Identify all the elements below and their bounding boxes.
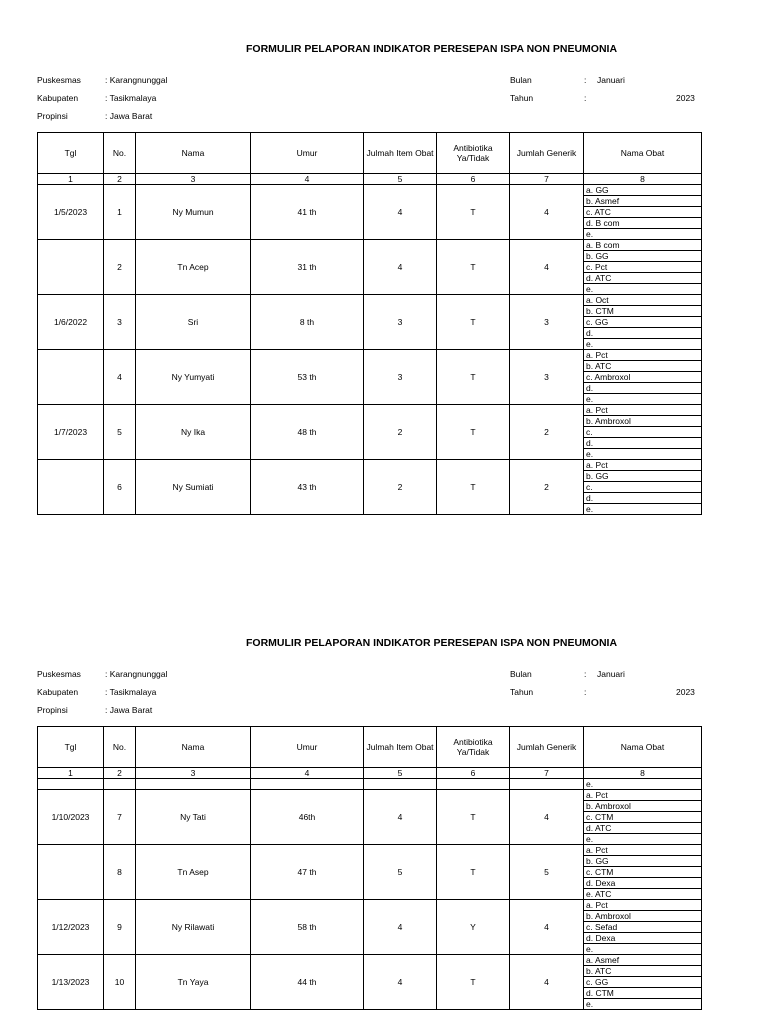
drug-line: a. Pct (584, 790, 702, 801)
column-header: Tgl (38, 727, 104, 768)
drug-line: a. GG (584, 185, 702, 196)
table-row (38, 900, 702, 911)
column-header: Umur (251, 133, 364, 174)
antibiotic-cell: T (437, 460, 510, 515)
item-count-cell: 3 (364, 295, 437, 350)
drug-line: d. CTM (584, 988, 702, 999)
item-count-cell: 4 (364, 240, 437, 295)
drug-line: c. Sefad (584, 922, 702, 933)
drug-line: d. (584, 493, 702, 504)
column-number-row (38, 768, 702, 779)
empty-cell (364, 779, 437, 790)
item-count-cell: 2 (364, 405, 437, 460)
antibiotic-cell: T (437, 240, 510, 295)
tahun-value: 2023 (676, 687, 695, 697)
drug-line: c. CTM (584, 812, 702, 823)
column-number: 5 (364, 768, 437, 779)
bulan-colon: : (584, 75, 587, 85)
empty-cell (510, 779, 584, 790)
table-row (38, 350, 702, 361)
number-cell: 9 (104, 900, 136, 955)
column-number: 6 (437, 174, 510, 185)
column-number: 2 (104, 174, 136, 185)
generic-count-cell: 5 (510, 845, 584, 900)
drug-line: e. (584, 834, 702, 845)
number-cell: 5 (104, 405, 136, 460)
drug-line: c. (584, 427, 702, 438)
form-title: FORMULIR PELAPORAN INDIKATOR PERESEPAN ISPA NON PNEUMONIA (246, 43, 618, 55)
age-cell: 58 th (251, 900, 364, 955)
item-count-cell: 4 (364, 900, 437, 955)
column-header: No. (104, 727, 136, 768)
table-row (38, 845, 702, 856)
column-header: Umur (251, 727, 364, 768)
drug-line: a. Asmef (584, 955, 702, 966)
column-number: 3 (136, 174, 251, 185)
drug-line: b. ATC (584, 361, 702, 372)
column-header: Antibiotika Ya/Tidak (437, 133, 510, 174)
item-count-cell: 3 (364, 350, 437, 405)
drug-line: c. CTM (584, 867, 702, 878)
drug-line: b. Ambroxol (584, 416, 702, 427)
table-row (38, 405, 702, 416)
drug-line: d. (584, 328, 702, 339)
puskesmas-value: : Karangnunggal (105, 75, 168, 85)
antibiotic-cell: T (437, 955, 510, 1010)
drug-line: d. B com (584, 218, 702, 229)
kabupaten-label: Kabupaten (37, 93, 79, 103)
empty-cell (251, 779, 364, 790)
antibiotic-cell: T (437, 790, 510, 845)
generic-count-cell: 2 (510, 405, 584, 460)
name-cell: Ny Tati (136, 790, 251, 845)
empty-cell (38, 779, 104, 790)
empty-cell (136, 779, 251, 790)
item-count-cell: 4 (364, 955, 437, 1010)
puskesmas-label: Puskesmas (37, 669, 81, 679)
column-header: Jumlah Generik (510, 727, 584, 768)
drug-line: c. Ambroxol (584, 372, 702, 383)
report-table (37, 132, 702, 515)
table-row (38, 460, 702, 471)
continuation-row (38, 779, 702, 790)
drug-line: d. (584, 438, 702, 449)
generic-count-cell: 4 (510, 185, 584, 240)
antibiotic-cell: T (437, 845, 510, 900)
propinsi-value: : Jawa Barat (105, 111, 153, 121)
tahun-colon: : (584, 93, 587, 103)
generic-count-cell: 3 (510, 350, 584, 405)
drug-line: c. GG (584, 977, 702, 988)
header-row (38, 133, 702, 174)
column-header: Tgl (38, 133, 104, 174)
column-number: 4 (251, 174, 364, 185)
drug-line: b. CTM (584, 306, 702, 317)
report-page-2 (0, 598, 768, 1024)
antibiotic-cell: T (437, 185, 510, 240)
column-header: No. (104, 133, 136, 174)
generic-count-cell: 4 (510, 790, 584, 845)
column-number: 8 (584, 768, 702, 779)
number-cell: 7 (104, 790, 136, 845)
empty-cell (437, 779, 510, 790)
name-cell: Tn Asep (136, 845, 251, 900)
drug-line: c. Pct (584, 262, 702, 273)
column-header: Julmah Item Obat (364, 727, 437, 768)
tahun-label: Tahun (510, 93, 534, 103)
drug-line: b. Ambroxol (584, 911, 702, 922)
column-number: 1 (38, 174, 104, 185)
antibiotic-cell: Y (437, 900, 510, 955)
drug-line: a. Pct (584, 845, 702, 856)
column-number: 4 (251, 768, 364, 779)
date-cell: 1/12/2023 (38, 900, 104, 955)
number-cell: 10 (104, 955, 136, 1010)
kabupaten-value: : Tasikmalaya (105, 687, 157, 697)
drug-line: d. ATC (584, 273, 702, 284)
name-cell: Ny Rilawati (136, 900, 251, 955)
age-cell: 47 th (251, 845, 364, 900)
name-cell: Tn Yaya (136, 955, 251, 1010)
table-row (38, 240, 702, 251)
drug-line: e. (584, 449, 702, 460)
drug-line: b. ATC (584, 966, 702, 977)
tahun-colon: : (584, 687, 587, 697)
table-row (38, 790, 702, 801)
drug-line: e. (584, 944, 702, 955)
puskesmas-label: Puskesmas (37, 75, 81, 85)
name-cell: Ny Sumiati (136, 460, 251, 515)
column-number: 3 (136, 768, 251, 779)
tahun-value: 2023 (676, 93, 695, 103)
column-header: Antibiotika Ya/Tidak (437, 727, 510, 768)
puskesmas-value: : Karangnunggal (105, 669, 168, 679)
column-number: 6 (437, 768, 510, 779)
drug-line: a. Pct (584, 900, 702, 911)
number-cell: 1 (104, 185, 136, 240)
age-cell: 41 th (251, 185, 364, 240)
bulan-label: Bulan (510, 75, 532, 85)
date-cell: 1/6/2022 (38, 295, 104, 350)
date-cell: 1/10/2023 (38, 790, 104, 845)
generic-count-cell: 4 (510, 900, 584, 955)
drug-line: d. Dexa (584, 878, 702, 889)
date-cell (38, 240, 104, 295)
column-header: Nama (136, 133, 251, 174)
tahun-label: Tahun (510, 687, 534, 697)
antibiotic-cell: T (437, 295, 510, 350)
date-cell: 1/7/2023 (38, 405, 104, 460)
antibiotic-cell: T (437, 405, 510, 460)
drug-line: e. (584, 779, 702, 790)
age-cell: 43 th (251, 460, 364, 515)
name-cell: Ny Ika (136, 405, 251, 460)
name-cell: Ny Mumun (136, 185, 251, 240)
name-cell: Sri (136, 295, 251, 350)
number-cell: 6 (104, 460, 136, 515)
column-number: 1 (38, 768, 104, 779)
drug-line: d. Dexa (584, 933, 702, 944)
propinsi-label: Propinsi (37, 705, 68, 715)
column-number: 2 (104, 768, 136, 779)
bulan-value: Januari (597, 75, 625, 85)
report-table (37, 726, 702, 1010)
table-row (38, 295, 702, 306)
drug-line: e. ATC (584, 889, 702, 900)
propinsi-value: : Jawa Barat (105, 705, 153, 715)
age-cell: 31 th (251, 240, 364, 295)
drug-line: b. GG (584, 471, 702, 482)
name-cell: Ny Yumyati (136, 350, 251, 405)
table-row (38, 185, 702, 196)
drug-line: a. B com (584, 240, 702, 251)
number-cell: 8 (104, 845, 136, 900)
drug-line: e. (584, 504, 702, 515)
column-number: 5 (364, 174, 437, 185)
drug-line: a. Pct (584, 460, 702, 471)
date-cell: 1/5/2023 (38, 185, 104, 240)
drug-line: c. GG (584, 317, 702, 328)
item-count-cell: 2 (364, 460, 437, 515)
date-cell (38, 845, 104, 900)
number-cell: 2 (104, 240, 136, 295)
drug-line: c. (584, 482, 702, 493)
table-row (38, 955, 702, 966)
age-cell: 48 th (251, 405, 364, 460)
generic-count-cell: 4 (510, 240, 584, 295)
drug-line: e. (584, 999, 702, 1010)
antibiotic-cell: T (437, 350, 510, 405)
number-cell: 4 (104, 350, 136, 405)
drug-line: a. Pct (584, 350, 702, 361)
column-number: 7 (510, 174, 584, 185)
number-cell: 3 (104, 295, 136, 350)
drug-line: b. Asmef (584, 196, 702, 207)
generic-count-cell: 3 (510, 295, 584, 350)
age-cell: 53 th (251, 350, 364, 405)
generic-count-cell: 2 (510, 460, 584, 515)
bulan-value: Januari (597, 669, 625, 679)
age-cell: 46th (251, 790, 364, 845)
column-header: Nama Obat (584, 727, 702, 768)
drug-line: e. (584, 229, 702, 240)
drug-line: a. Oct (584, 295, 702, 306)
item-count-cell: 4 (364, 185, 437, 240)
drug-line: e. (584, 339, 702, 350)
drug-line: b. GG (584, 251, 702, 262)
column-number: 8 (584, 174, 702, 185)
column-header: Julmah Item Obat (364, 133, 437, 174)
date-cell (38, 460, 104, 515)
drug-line: b. GG (584, 856, 702, 867)
propinsi-label: Propinsi (37, 111, 68, 121)
drug-line: a. Pct (584, 405, 702, 416)
column-number: 7 (510, 768, 584, 779)
item-count-cell: 4 (364, 790, 437, 845)
drug-line: d. ATC (584, 823, 702, 834)
kabupaten-label: Kabupaten (37, 687, 79, 697)
drug-line: e. (584, 284, 702, 295)
age-cell: 8 th (251, 295, 364, 350)
bulan-label: Bulan (510, 669, 532, 679)
empty-cell (104, 779, 136, 790)
header-row (38, 727, 702, 768)
drug-line: d. (584, 383, 702, 394)
bulan-colon: : (584, 669, 587, 679)
drug-line: c. ATC (584, 207, 702, 218)
drug-line: b. Ambroxol (584, 801, 702, 812)
generic-count-cell: 4 (510, 955, 584, 1010)
item-count-cell: 5 (364, 845, 437, 900)
column-number-row (38, 174, 702, 185)
date-cell (38, 350, 104, 405)
form-title: FORMULIR PELAPORAN INDIKATOR PERESEPAN ISPA NON PNEUMONIA (246, 637, 618, 649)
drug-line: e. (584, 394, 702, 405)
kabupaten-value: : Tasikmalaya (105, 93, 157, 103)
column-header: Nama (136, 727, 251, 768)
name-cell: Tn Acep (136, 240, 251, 295)
date-cell: 1/13/2023 (38, 955, 104, 1010)
column-header: Nama Obat (584, 133, 702, 174)
age-cell: 44 th (251, 955, 364, 1010)
column-header: Jumlah Generik (510, 133, 584, 174)
